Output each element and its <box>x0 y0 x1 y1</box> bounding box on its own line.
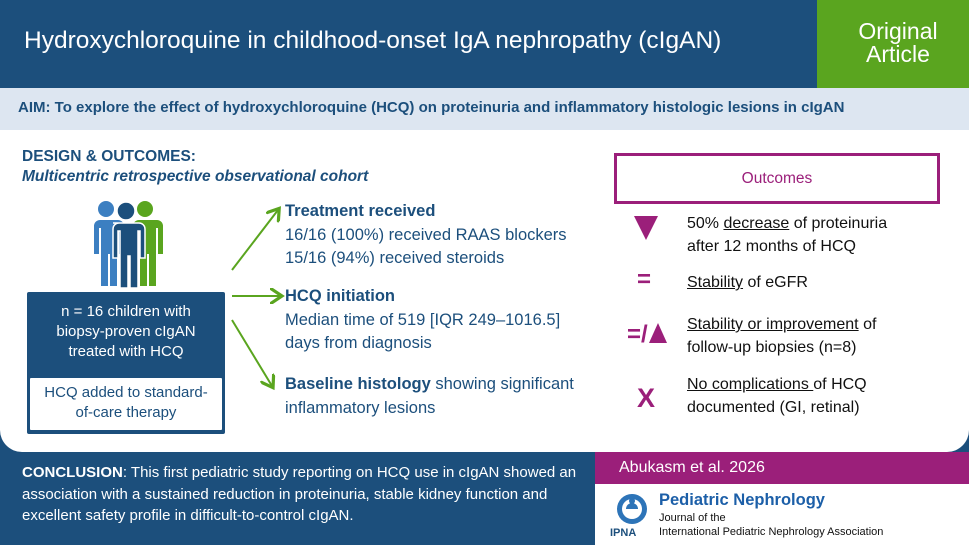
journal-subtitle-2: International Pediatric Nephrology Association <box>659 526 884 538</box>
outcome-3-post: of <box>858 316 877 333</box>
outcome-egfr <box>687 271 808 294</box>
journal-title: Pediatric Nephrology <box>659 491 825 509</box>
stability-or-improvement-icon <box>627 321 668 349</box>
design-label: DESIGN & OUTCOMES: <box>22 148 196 165</box>
design-subtitle: Multicentric retrospective observational cohort <box>22 168 369 185</box>
baseline-line-2: inflammatory lesions <box>285 399 436 417</box>
outcome-1-line-2: after 12 months of HCQ <box>687 238 856 255</box>
hcq-line-2: days from diagnosis <box>285 334 432 352</box>
outcome-1-underline: decrease <box>723 215 790 232</box>
outcome-1-pre: 50% <box>687 215 724 232</box>
outcome-4-post: of HCQ <box>813 376 867 393</box>
baseline-line-1 <box>285 375 574 394</box>
article-type-badge <box>817 0 969 88</box>
hcq-heading: HCQ initiation <box>285 287 395 305</box>
cohort-line-2: biopsy-proven cIgAN <box>56 323 196 340</box>
outcome-2-underline: Stability <box>687 274 744 291</box>
hcq-box-line-1: HCQ added to standard- <box>44 384 208 401</box>
no-complications-x-icon: X <box>637 383 656 413</box>
conclusion-label: CONCLUSION <box>22 464 123 481</box>
baseline-bold: Baseline histology <box>285 375 431 393</box>
children-group-icon <box>82 198 172 288</box>
aim-statement <box>18 99 844 116</box>
treatment-heading: Treatment received <box>285 202 436 220</box>
hcq-line-1: Median time of 519 [IQR 249–1016.5] <box>285 311 561 329</box>
outcome-2-post: of eGFR <box>743 274 808 291</box>
increase-triangle-icon <box>648 322 668 344</box>
decrease-triangle-icon <box>631 214 661 242</box>
ipna-logo-text: IPNA <box>610 527 637 539</box>
page-title: Hydroxychloroquine in childhood-onset IgA nephropathy (cIgAN) <box>24 27 722 54</box>
treatment-line-1: 16/16 (100%) received RAAS blockers <box>285 226 567 244</box>
equals-slash-text: =/ <box>627 321 648 348</box>
arrow-to-treatment <box>232 210 278 270</box>
outcome-proteinuria <box>687 212 887 258</box>
aim-label: AIM <box>18 99 46 116</box>
outcome-complications <box>687 373 867 419</box>
badge-line-2: Article <box>866 41 930 67</box>
ipna-globe-logo-icon <box>612 492 652 526</box>
branch-arrows <box>226 200 288 400</box>
cohort-line-1: n = 16 children with <box>61 303 191 320</box>
baseline-rest: showing significant <box>430 375 574 393</box>
conclusion-body: : This first pediatric study reporting on HCQ use in cIgAN showed an association with a sustained reduction in proteinuria, stable kidney function and excellent safety profile in difficult-to-control cIgAN. <box>22 464 577 524</box>
outcome-4-underline: No complications <box>687 376 814 393</box>
outcome-3-underline: Stability or improvement <box>687 316 859 333</box>
arrow-to-baseline <box>232 320 272 386</box>
outcome-biopsies <box>687 313 876 359</box>
treatment-line-2: 15/16 (94%) received steroids <box>285 249 505 267</box>
outcome-1-post: of proteinuria <box>789 215 888 232</box>
conclusion-text <box>22 462 582 527</box>
cohort-description <box>27 302 225 362</box>
outcomes-header: Outcomes <box>614 153 940 204</box>
outcome-4-line-2: documented (GI, retinal) <box>687 399 860 416</box>
citation-bar: Abukasm et al. 2026 <box>595 452 969 484</box>
outcome-3-line-2: follow-up biopsies (n=8) <box>687 339 857 356</box>
hcq-added-box <box>30 378 222 430</box>
stability-equals-icon: = <box>637 266 652 293</box>
journal-subtitle-1: Journal of the <box>659 512 726 524</box>
badge-line-1: Original <box>858 18 938 44</box>
aim-text: : To explore the effect of hydroxychloroquine (HCQ) on proteinuria and inflammatory histologic lesions in cIgAN <box>45 99 845 116</box>
cohort-line-3: treated with HCQ <box>68 343 184 360</box>
hcq-box-line-2: of-care therapy <box>75 404 177 421</box>
